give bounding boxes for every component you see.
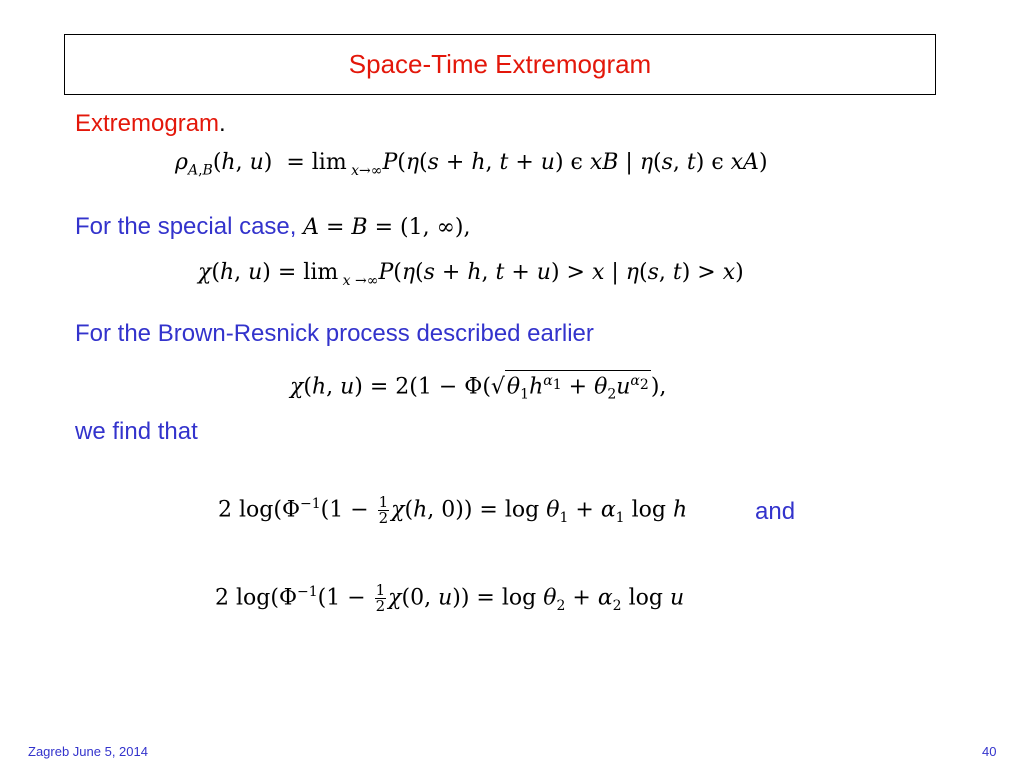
equation-log-u: 2 $\log(\Phi^{-1}(1$ − $\frac{1}{2}$ χ(0, $u)) = \log \theta_2 + \alpha_2$ log u [215, 581, 685, 615]
brown-resnick-text: For the Brown-Resnick process described earlier [75, 320, 594, 347]
special-case-text: For the special case, [75, 213, 304, 240]
we-find-text: we find that [75, 418, 198, 445]
special-case-math: A = B = (1, ∞), [303, 215, 471, 240]
page-number: 40 [982, 744, 997, 759]
extremogram-heading [75, 110, 226, 138]
and-text: and [755, 498, 796, 525]
special-case-line [75, 213, 470, 241]
extremogram-dot: . [219, 110, 226, 137]
equation-extremogram: $\rho_{A,B}(h$, u) = lim $_{x\to\infty}$P(η(s + h, t + u) ϵ xB | η(s, t) ϵ xA) [175, 150, 768, 179]
page-title: Space-Time Extremogram [348, 49, 652, 79]
equation-brown-resnick: χ(h, $u) = 2(1 - \Phi(√\theta_1h^{\alpha_1} + \theta_2u^{\alpha_2})$, [290, 370, 666, 403]
footer-date: Zagreb June 5, 2014 [28, 744, 148, 759]
extremogram-label: Extremogram [75, 110, 220, 137]
equation-log-h: 2 $\log(\Phi^{-1}(1$ − $\frac{1}{2}$ χ(h, $0)) = \log \theta_1 + \alpha_1$ log h [218, 493, 688, 527]
equation-chi-limit: χ(h, u) = lim $_{x \to\infty}$P(η(s + h, t + u) > x | η(s, t) > x) [198, 260, 744, 289]
title-box [64, 34, 936, 95]
